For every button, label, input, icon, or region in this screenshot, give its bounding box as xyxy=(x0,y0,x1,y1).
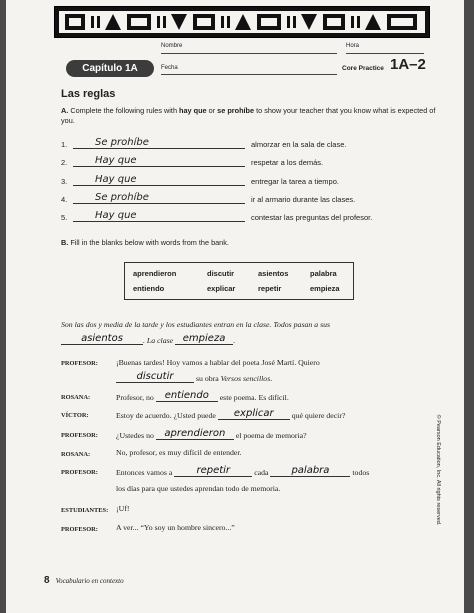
hora-label: Hora xyxy=(346,43,360,49)
rule-text: respetar a los demás. xyxy=(251,158,324,167)
word-bank-item: entiendo xyxy=(133,284,165,293)
profesor2-post: el poema de memoria? xyxy=(235,431,307,440)
dialogue-line xyxy=(116,390,289,402)
word-bank-item: explicar xyxy=(207,284,236,293)
core-practice-label: Core Practice xyxy=(342,65,384,72)
dialogue-intro: Son las dos y media de la tarde y los estudiantes entran en la clase. Todos pasan a sus xyxy=(61,320,331,329)
profesor2-pre: ¿Ustedes no xyxy=(116,431,154,440)
rule-answer-blank[interactable]: Se prohíbe xyxy=(73,192,245,204)
copyright-text: © Pearson Education, Inc. All rights reserved. xyxy=(435,414,441,526)
blank-entiendo[interactable]: entiendo xyxy=(156,390,218,402)
blank-discutir[interactable]: discutir xyxy=(116,371,194,383)
part-a-instr-post: to show your teacher that you know what is expected of you. xyxy=(61,106,436,125)
part-a-letter: A. xyxy=(61,106,69,115)
speaker-label: PROFESOR: xyxy=(61,469,98,476)
dialogue-line: discutir su obra Versos sencillos. xyxy=(116,371,272,383)
part-a-instr-or: or xyxy=(206,106,218,115)
rule-answer-blank[interactable]: Hay que xyxy=(73,210,245,222)
rosana1-pre: Profesor, no xyxy=(116,393,154,402)
dialogue-line xyxy=(116,428,307,440)
blank-palabra[interactable]: palabra xyxy=(270,465,350,477)
dialogue-line xyxy=(116,465,369,477)
chapter-badge: Capítulo 1A xyxy=(66,60,154,77)
speaker-label: PROFESOR: xyxy=(61,432,98,439)
profesor3-mid: cada xyxy=(254,468,269,477)
speaker-label: PROFESOR: xyxy=(61,360,98,367)
part-a-instr-bold2: se prohíbe xyxy=(217,106,255,115)
fecha-line[interactable] xyxy=(161,74,337,75)
copyright-notice xyxy=(432,372,442,572)
rule-number: 4. xyxy=(61,195,68,204)
profesor3-pre: Entonces vamos a xyxy=(116,468,173,477)
word-bank-item: asientos xyxy=(258,269,289,278)
core-practice-number: 1A–2 xyxy=(390,56,426,73)
hora-line[interactable] xyxy=(346,53,424,54)
page-title: Las reglas xyxy=(61,88,116,100)
blank-asientos[interactable]: asientos xyxy=(61,333,143,345)
part-b-instr-text: Fill in the blanks below with words from the bank. xyxy=(70,238,229,247)
profesor3-post: todos xyxy=(352,468,370,477)
victor-post: qué quiere decir? xyxy=(291,411,346,420)
nombre-line[interactable] xyxy=(161,53,337,54)
rule-answer-blank[interactable]: Se prohíbe xyxy=(73,137,245,149)
dialogue-line xyxy=(116,408,345,420)
part-a-instructions xyxy=(61,106,436,126)
fecha-label: Fecha xyxy=(161,65,178,71)
rule-text: ir al armario durante las clases. xyxy=(251,195,356,204)
rule-number: 5. xyxy=(61,213,68,222)
rosana1-post: este poema. Es difícil. xyxy=(219,393,289,402)
blank-explicar[interactable]: explicar xyxy=(218,408,290,420)
part-b-letter: B. xyxy=(61,238,69,247)
dialogue-line: ¡Uf! xyxy=(116,504,130,513)
blank-repetir[interactable]: repetir xyxy=(174,465,252,477)
rule-number: 1. xyxy=(61,140,68,149)
rule-answer-blank[interactable]: Hay que xyxy=(73,155,245,167)
worksheet-page xyxy=(6,0,464,613)
blank-aprendieron[interactable]: aprendieron xyxy=(156,428,234,440)
footer-text: Vocabulario en contexto xyxy=(55,577,124,585)
word-bank-item: repetir xyxy=(258,284,282,293)
decorative-banner xyxy=(54,6,430,38)
speaker-label: ROSANA: xyxy=(61,394,91,401)
part-b-instructions xyxy=(61,238,436,248)
victor-pre: Estoy de acuerdo. ¿Usted puede xyxy=(116,411,216,420)
speaker-label: ESTUDIANTES: xyxy=(61,507,109,514)
poem-title: Versos sencillos xyxy=(220,374,271,383)
dialogue-line: A ver... “Yo soy un hombre sincero...” xyxy=(116,523,235,532)
word-bank-item: aprendieron xyxy=(133,269,177,278)
rule-number: 2. xyxy=(61,158,68,167)
rule-text: contestar las preguntas del profesor. xyxy=(251,213,373,222)
dialogue-intro-line2: asientos . La clase empieza . xyxy=(61,333,235,345)
rule-text: almorzar en la sala de clase. xyxy=(251,140,347,149)
rule-text: entregar la tarea a tiempo. xyxy=(251,177,339,186)
page-footer xyxy=(44,575,124,586)
speaker-label: ROSANA: xyxy=(61,451,91,458)
word-bank xyxy=(124,262,354,300)
blank-empieza[interactable]: empieza xyxy=(175,333,233,345)
rule-answer-blank[interactable]: Hay que xyxy=(73,174,245,186)
dialogue-line: ¡Buenas tardes! Hoy vamos a hablar del poeta José Martí. Quiero xyxy=(116,358,320,367)
part-a-instr-text: Complete the following rules with xyxy=(70,106,180,115)
intro-mid-text: . La clase xyxy=(143,336,174,345)
speaker-label: VÍCTOR: xyxy=(61,412,89,419)
word-bank-item: empieza xyxy=(310,284,340,293)
nombre-label: Nombre xyxy=(161,43,183,49)
dialogue-line: los días para que ustedes aprendan todo de memoria. xyxy=(116,484,281,493)
speaker-label: PROFESOR: xyxy=(61,526,98,533)
page-number: 8 xyxy=(44,575,50,586)
word-bank-item: palabra xyxy=(310,269,337,278)
word-bank-item: discutir xyxy=(207,269,235,278)
rule-number: 3. xyxy=(61,177,68,186)
profesor1-end-text: su obra xyxy=(195,374,221,383)
dialogue-line: No, profesor, es muy difícil de entender. xyxy=(116,448,242,457)
part-a-instr-bold1: hay que xyxy=(179,106,207,115)
